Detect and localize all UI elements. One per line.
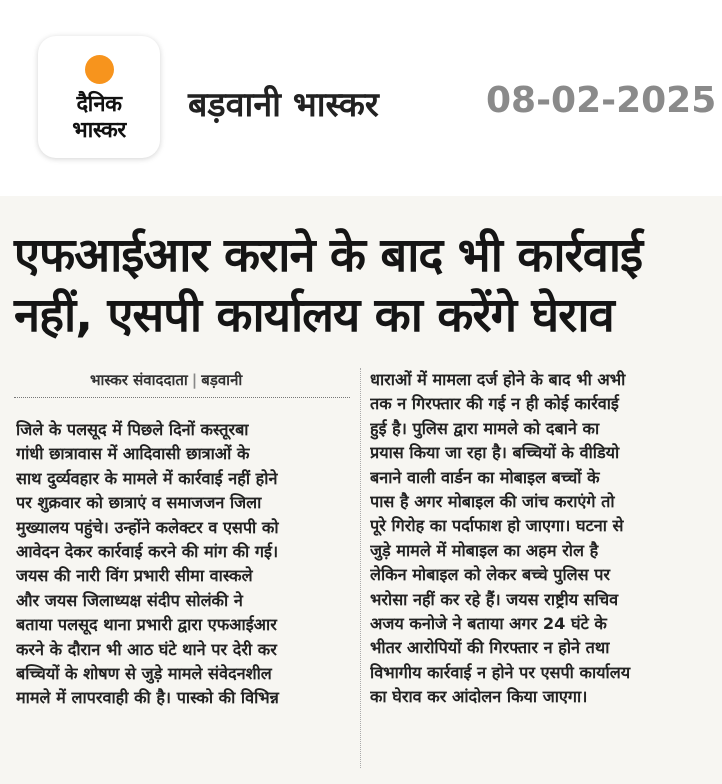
article-text-line: हुई है। पुलिस द्वारा मामले को दबाने का bbox=[370, 418, 600, 438]
article-text-line: बनाने वाली वार्डन का मोबाइल बच्चों के bbox=[370, 467, 600, 487]
article-column-1 bbox=[16, 418, 354, 711]
sun-icon bbox=[85, 55, 114, 84]
byline bbox=[90, 370, 242, 390]
article-text-line: प्रयास किया जा रहा है। बच्चियों के वीडियो bbox=[370, 443, 620, 463]
article-text-line: मामले में लापरवाही की है। पास्को की विभिन्न bbox=[16, 688, 279, 708]
column-divider bbox=[360, 368, 361, 768]
article-text-line: जिले के पलसूद में पिछले दिनों कस्तूरबा bbox=[16, 420, 249, 439]
logo-text-line2: भास्कर bbox=[72, 118, 126, 143]
article-text-line: जुड़े मामले में मोबाइल का अहम रोल है bbox=[370, 540, 599, 560]
byline-place: बड़वानी bbox=[201, 371, 243, 389]
page-header bbox=[0, 0, 722, 196]
byline-rule bbox=[14, 397, 350, 398]
article-headline bbox=[14, 226, 714, 346]
article-text-line: धाराओं में मामला दर्ज होने के बाद भी अभी bbox=[370, 370, 626, 389]
byline-author: भास्कर संवाददाता bbox=[90, 371, 188, 389]
article-text-line: पूरे गिरोह का पर्दाफाश हो जाएगा। घटना से bbox=[370, 516, 624, 536]
logo-text-line1: दैनिक bbox=[76, 92, 122, 117]
article-text-line: पास है अगर मोबाइल की जांच कराएंगे तो bbox=[370, 491, 615, 511]
article-text-line: विभागीय कार्रवाई न होने पर एसपी कार्यालय bbox=[370, 662, 631, 682]
article-column-2 bbox=[370, 368, 716, 709]
article-text-line: पर शुक्रवार को छात्राएं व समाजजन जिला bbox=[16, 493, 262, 513]
article-text-line: तक न गिरफ्तार की गई न ही कोई कार्रवाई bbox=[370, 394, 619, 414]
article-text-line: भरोसा नहीं कर रहे हैं। जयस राष्ट्रीय सचिव bbox=[370, 589, 619, 609]
article-text-line: का घेराव कर आंदोलन किया जाएगा। bbox=[370, 687, 588, 707]
edition-title: बड़वानी भास्कर bbox=[188, 85, 379, 125]
article-text-line: गांधी छात्रावास में आदिवासी छात्राओं के bbox=[16, 444, 250, 464]
article-text-line: मुख्यालय पहुंचे। उन्होंने कलेक्टर व एसपी को bbox=[16, 517, 279, 537]
article-text-line: करने के दौरान भी आठ घंटे थाने पर देरी कर bbox=[16, 639, 277, 659]
article-text-line: साथ दुर्व्यवहार के मामले में कार्रवाई नहीं होने bbox=[16, 468, 278, 488]
dainik-bhaskar-logo bbox=[38, 36, 160, 158]
byline-separator: | bbox=[191, 371, 198, 389]
article-text-line: लेकिन मोबाइल को लेकर बच्चे पुलिस पर bbox=[370, 565, 611, 585]
article-text-line: बताया पलसूद थाना प्रभारी द्वारा एफआईआर bbox=[16, 615, 277, 635]
article-text-line: अजय कनोजे ने बताया अगर 24 घंटे के bbox=[370, 613, 607, 633]
article-text-line: जयस की नारी विंग प्रभारी सीमा वास्कले bbox=[16, 566, 253, 586]
article-text-line: और जयस जिलाध्यक्ष संदीप सोलंकी ने bbox=[16, 590, 243, 610]
headline-line1: एफआईआर कराने के बाद भी कार्रवाई bbox=[14, 228, 643, 283]
edition-date: 08-02-2025 bbox=[486, 80, 717, 121]
article-text-line: आवेदन देकर कार्रवाई करने की मांग की गई। bbox=[16, 541, 279, 561]
article-text-line: भीतर आरोपियों की गिरफ्तार न होने तथा bbox=[370, 638, 610, 658]
headline-line2: नहीं, एसपी कार्यालय का करेंगे घेराव bbox=[14, 288, 614, 343]
article-text-line: बच्चियों के शोषण से जुड़े मामले संवेदनशील bbox=[16, 663, 272, 683]
